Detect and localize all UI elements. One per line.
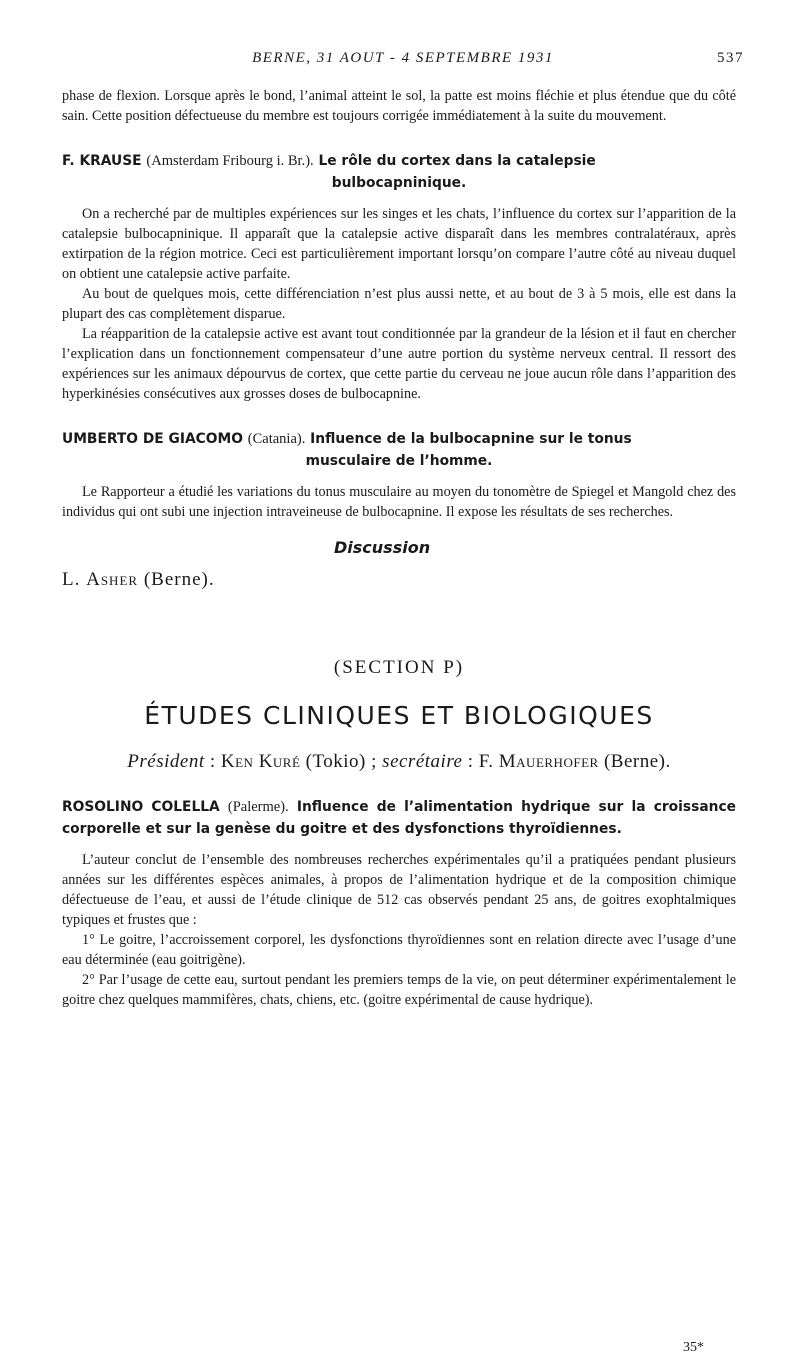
signature-mark: 35* xyxy=(683,1340,704,1355)
speaker-location: (Berne). xyxy=(143,569,215,590)
abstract-heading-krause xyxy=(62,150,736,194)
page-body xyxy=(62,86,736,1010)
paragraph: L’auteur conclut de l’ensemble des nombreuses recherches expérimentales qu’il a pratiquées pendant plusieurs années sur les différentes espèces animales, à propos de l’alimentation hydrique et de la composition chimique défectueuse de l’eau, et aussi de l’étude clinique de 512 cas observés pendant 25 ans, de goitres exophtalmiques typiques et frustes que : xyxy=(62,852,736,928)
discussion-title: Discussion xyxy=(334,538,431,557)
section-heading: ÉTUDES CLINIQUES ET BIOLOGIQUES xyxy=(144,701,654,730)
paragraph: La réapparition de la catalepsie active est avant tout conditionnée par la grandeur de la lésion et il faut en chercher l’explication dans un fonctionnement compensateur d’une autre portion du système nerveux central. Il ressort des expériences sur les animaux dépourvus de cortex, que cette partie du cerveau ne joue aucun rôle dans l’apparition des hyperkinésies consécutives aux grosses doses de bulbocapnine. xyxy=(62,326,736,402)
president-label: Président xyxy=(127,751,205,772)
author-location: (Catania). xyxy=(247,431,306,447)
abstract-title: Le rôle du cortex dans la catalepsie xyxy=(318,153,596,169)
discussion-speaker xyxy=(62,570,215,590)
abstract-title-cont: musculaire de l’homme. xyxy=(305,453,493,469)
section-officers: Président : Ken Kuré (Tokio) ; secrétaire : F. Mauerhofer (Berne). xyxy=(127,751,671,772)
running-title: BERNE, 31 AOUT - 4 SEPTEMBRE 1931 xyxy=(252,50,554,66)
author-name: ROSOLINO COLELLA xyxy=(62,799,220,815)
page-number: 537 xyxy=(717,50,744,66)
abstract-title-cont: bulbocapninique. xyxy=(331,175,467,191)
abstract-heading-colella xyxy=(62,796,736,840)
running-header xyxy=(62,50,744,72)
abstract-heading-giacomo xyxy=(62,428,736,472)
abstract-title: Influence de l’alimentation hydrique sur la croissance corporelle et sur la genèse du goitre et des dysfonctions thyroïdiennes. xyxy=(62,799,736,837)
author-location: (Palerme). xyxy=(227,799,289,815)
paragraph-continuation: phase de flexion. Lorsque après le bond, l’animal atteint le sol, la patte est moins fléchie et plus étendue que du côté sain. Cette position défectueuse du membre est toujours corrigée immédiatement à la suite du mouvement. xyxy=(62,88,736,124)
author-location: (Amsterdam Fribourg i. Br.). xyxy=(146,153,314,169)
president-name: Ken Kuré xyxy=(220,751,301,772)
secretary-label: secrétaire xyxy=(382,751,463,772)
section-label: (SECTION P) xyxy=(333,657,465,678)
author-name: UMBERTO DE GIACOMO xyxy=(62,431,243,447)
paragraph: Au bout de quelques mois, cette différenciation n’est plus aussi nette, et au bout de 3 à 5 mois, elle est dans la plupart des cas complètement disparue. xyxy=(62,286,736,322)
paragraph: 2° Par l’usage de cette eau, surtout pendant les premiers temps de la vie, on peut déterminer expérimentalement le goitre chez quelques mammifères, chats, chiens, etc. (goitre expérimental de cause hydrique). xyxy=(62,972,736,1008)
abstract-title: Influence de la bulbocapnine sur le tonus xyxy=(310,431,632,447)
author-name: F. KRAUSE xyxy=(62,153,142,169)
paragraph: On a recherché par de multiples expériences sur les singes et les chats, l’influence du cortex sur l’apparition de la catalepsie bulbocapninique. Il apparaît que la catalepsie active disparaît dans les membres contralatéraux, après extirpation de la région motrice. Ceci est particulièrement important lorsqu’on compare l’autre côté au niveau duquel on obtient une catalepsie active parfaite. xyxy=(62,206,736,282)
secretary-name: F. Mauerhofer xyxy=(478,751,599,772)
speaker-initial: L. xyxy=(62,569,81,590)
discussion-block xyxy=(62,532,736,604)
paragraph: 1° Le goitre, l’accroissement corporel, les dysfonctions thyroïdiennes sont en relation directe avec l’usage d’une eau déterminée (eau goitrigène). xyxy=(62,932,736,968)
paragraph: Le Rapporteur a étudié les variations du tonus musculaire au moyen du tonomètre de Spiegel et Mangold chez des individus qui ont subi une injection intraveineuse de bulbocapnine. Il expose les résultats de ses recherches. xyxy=(62,484,736,520)
president-location: (Tokio) ; xyxy=(305,751,377,772)
secretary-location: (Berne). xyxy=(603,751,671,772)
speaker-name: Asher xyxy=(86,569,139,590)
